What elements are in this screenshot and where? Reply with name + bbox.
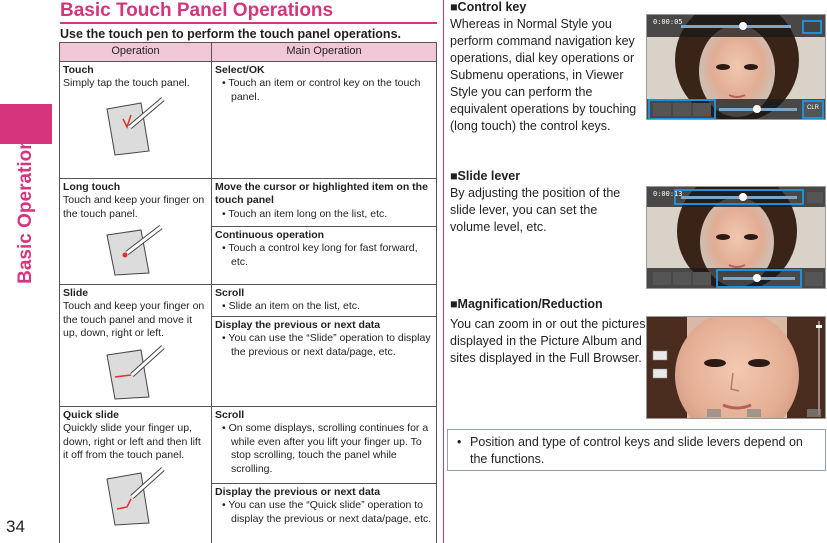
table-row	[60, 284, 437, 316]
bullet-text: • Touch an item long on the list, etc.	[222, 207, 388, 220]
screen-time-2: 0:00:13	[653, 190, 683, 198]
main-operation-name: Move the cursor or highlighted item on the touch panel	[215, 180, 428, 206]
main-operation-name: Display the previous or next data	[215, 318, 381, 331]
bullet-text: • Slide an item on the list, etc.	[222, 300, 360, 312]
main-operation-name: Continuous operation	[215, 228, 325, 241]
main-operation-cell	[212, 178, 437, 226]
bullet-text: • On some displays, scrolling continues for a while even after you lift your finger up. To stop scrolling, touch the panel while scrolling.	[222, 422, 429, 475]
screen-clr-key: CLR	[807, 105, 820, 111]
table-header-row	[60, 43, 437, 62]
header-main-operation: Main Operation	[212, 43, 437, 62]
main-operation-name: Scroll	[215, 286, 245, 299]
control-key-body: Whereas in Normal Style you perform command navigation key operations, dial key operations or Submenu operations, in Viewer Style you can perform the equivalent operations by touching (long touch) the control keys.	[450, 17, 637, 133]
table-row	[60, 178, 437, 226]
control-key-screenshot	[646, 14, 826, 120]
magnification-heading: ■Magnification/Reduction	[450, 297, 603, 311]
operation-name: Touch	[63, 63, 94, 76]
slide-lever-screenshot	[646, 186, 826, 289]
operation-name: Quick slide	[63, 408, 120, 421]
operation-desc: Simply tap the touch panel.	[63, 77, 190, 89]
slide-lever-body: By adjusting the position of the slide lever, you can set the volume level, etc.	[450, 186, 621, 234]
operation-cell	[60, 178, 212, 284]
main-operation-cell	[212, 284, 437, 316]
screen-time: 0:00:05	[653, 18, 683, 26]
control-key-heading: ■Control key	[450, 0, 527, 14]
main-operation-cell	[212, 316, 437, 406]
main-operation-name: Select/OK	[215, 63, 265, 76]
page-subtitle: Use the touch pen to perform the touch panel operations.	[60, 27, 401, 41]
section-label: Basic Operation	[15, 138, 36, 284]
quick-slide-gesture-illustration	[101, 467, 171, 527]
note-box	[447, 429, 826, 471]
main-operation-name: Scroll	[215, 408, 245, 421]
magnification-screenshot	[646, 316, 826, 419]
main-operation-cell	[212, 406, 437, 483]
slide-gesture-illustration	[101, 345, 171, 401]
bullet-text: • Touch an item or control key on the touch panel.	[222, 77, 421, 103]
bullet-text: • Touch a control key long for fast forward, etc.	[222, 242, 418, 268]
magnification-screen	[647, 317, 826, 419]
magnification-body: You can zoom in or out the pictures displayed in the Picture Album and sites displayed in the Full Browser.	[450, 317, 646, 365]
long-touch-gesture-illustration	[101, 225, 171, 277]
touch-gesture-illustration	[101, 95, 171, 157]
note-text: Position and type of control keys and slide levers depend on the functions.	[470, 435, 803, 466]
bullet-dot: •	[457, 435, 462, 449]
main-operation-name: Display the previous or next data	[215, 485, 381, 498]
bullet-text: • You can use the “Quick slide” operation to display the previous or next data/page, etc.	[222, 499, 432, 525]
bullet-text: • You can use the “Slide” operation to display the previous or next data/page, etc.	[222, 332, 431, 358]
operation-desc: Touch and keep your finger on the touch panel.	[63, 194, 205, 220]
operation-cell	[60, 284, 212, 406]
column-divider	[443, 0, 444, 543]
table-row	[60, 61, 437, 178]
page-number: 34	[6, 517, 25, 536]
operation-name: Long touch	[63, 180, 121, 193]
operation-name: Slide	[63, 286, 89, 299]
operation-desc: Quickly slide your finger up, down, right or left and then lift it off from the touch panel.	[63, 422, 201, 461]
main-operation-cell	[212, 226, 437, 284]
header-operation: Operation	[60, 43, 212, 62]
slide-lever-heading: ■Slide lever	[450, 169, 521, 183]
slide-lever-screen	[647, 187, 826, 289]
page-title: Basic Touch Panel Operations	[60, 0, 334, 21]
main-operation-cell	[212, 61, 437, 178]
operation-desc: Touch and keep your finger on the touch panel and move it up, down, right or left.	[63, 300, 205, 339]
title-rule	[60, 22, 437, 24]
table-row	[60, 406, 437, 483]
operation-cell	[60, 406, 212, 543]
control-key-screen	[647, 15, 826, 120]
main-operation-cell	[212, 483, 437, 543]
operation-cell	[60, 61, 212, 178]
operations-table	[59, 42, 437, 543]
